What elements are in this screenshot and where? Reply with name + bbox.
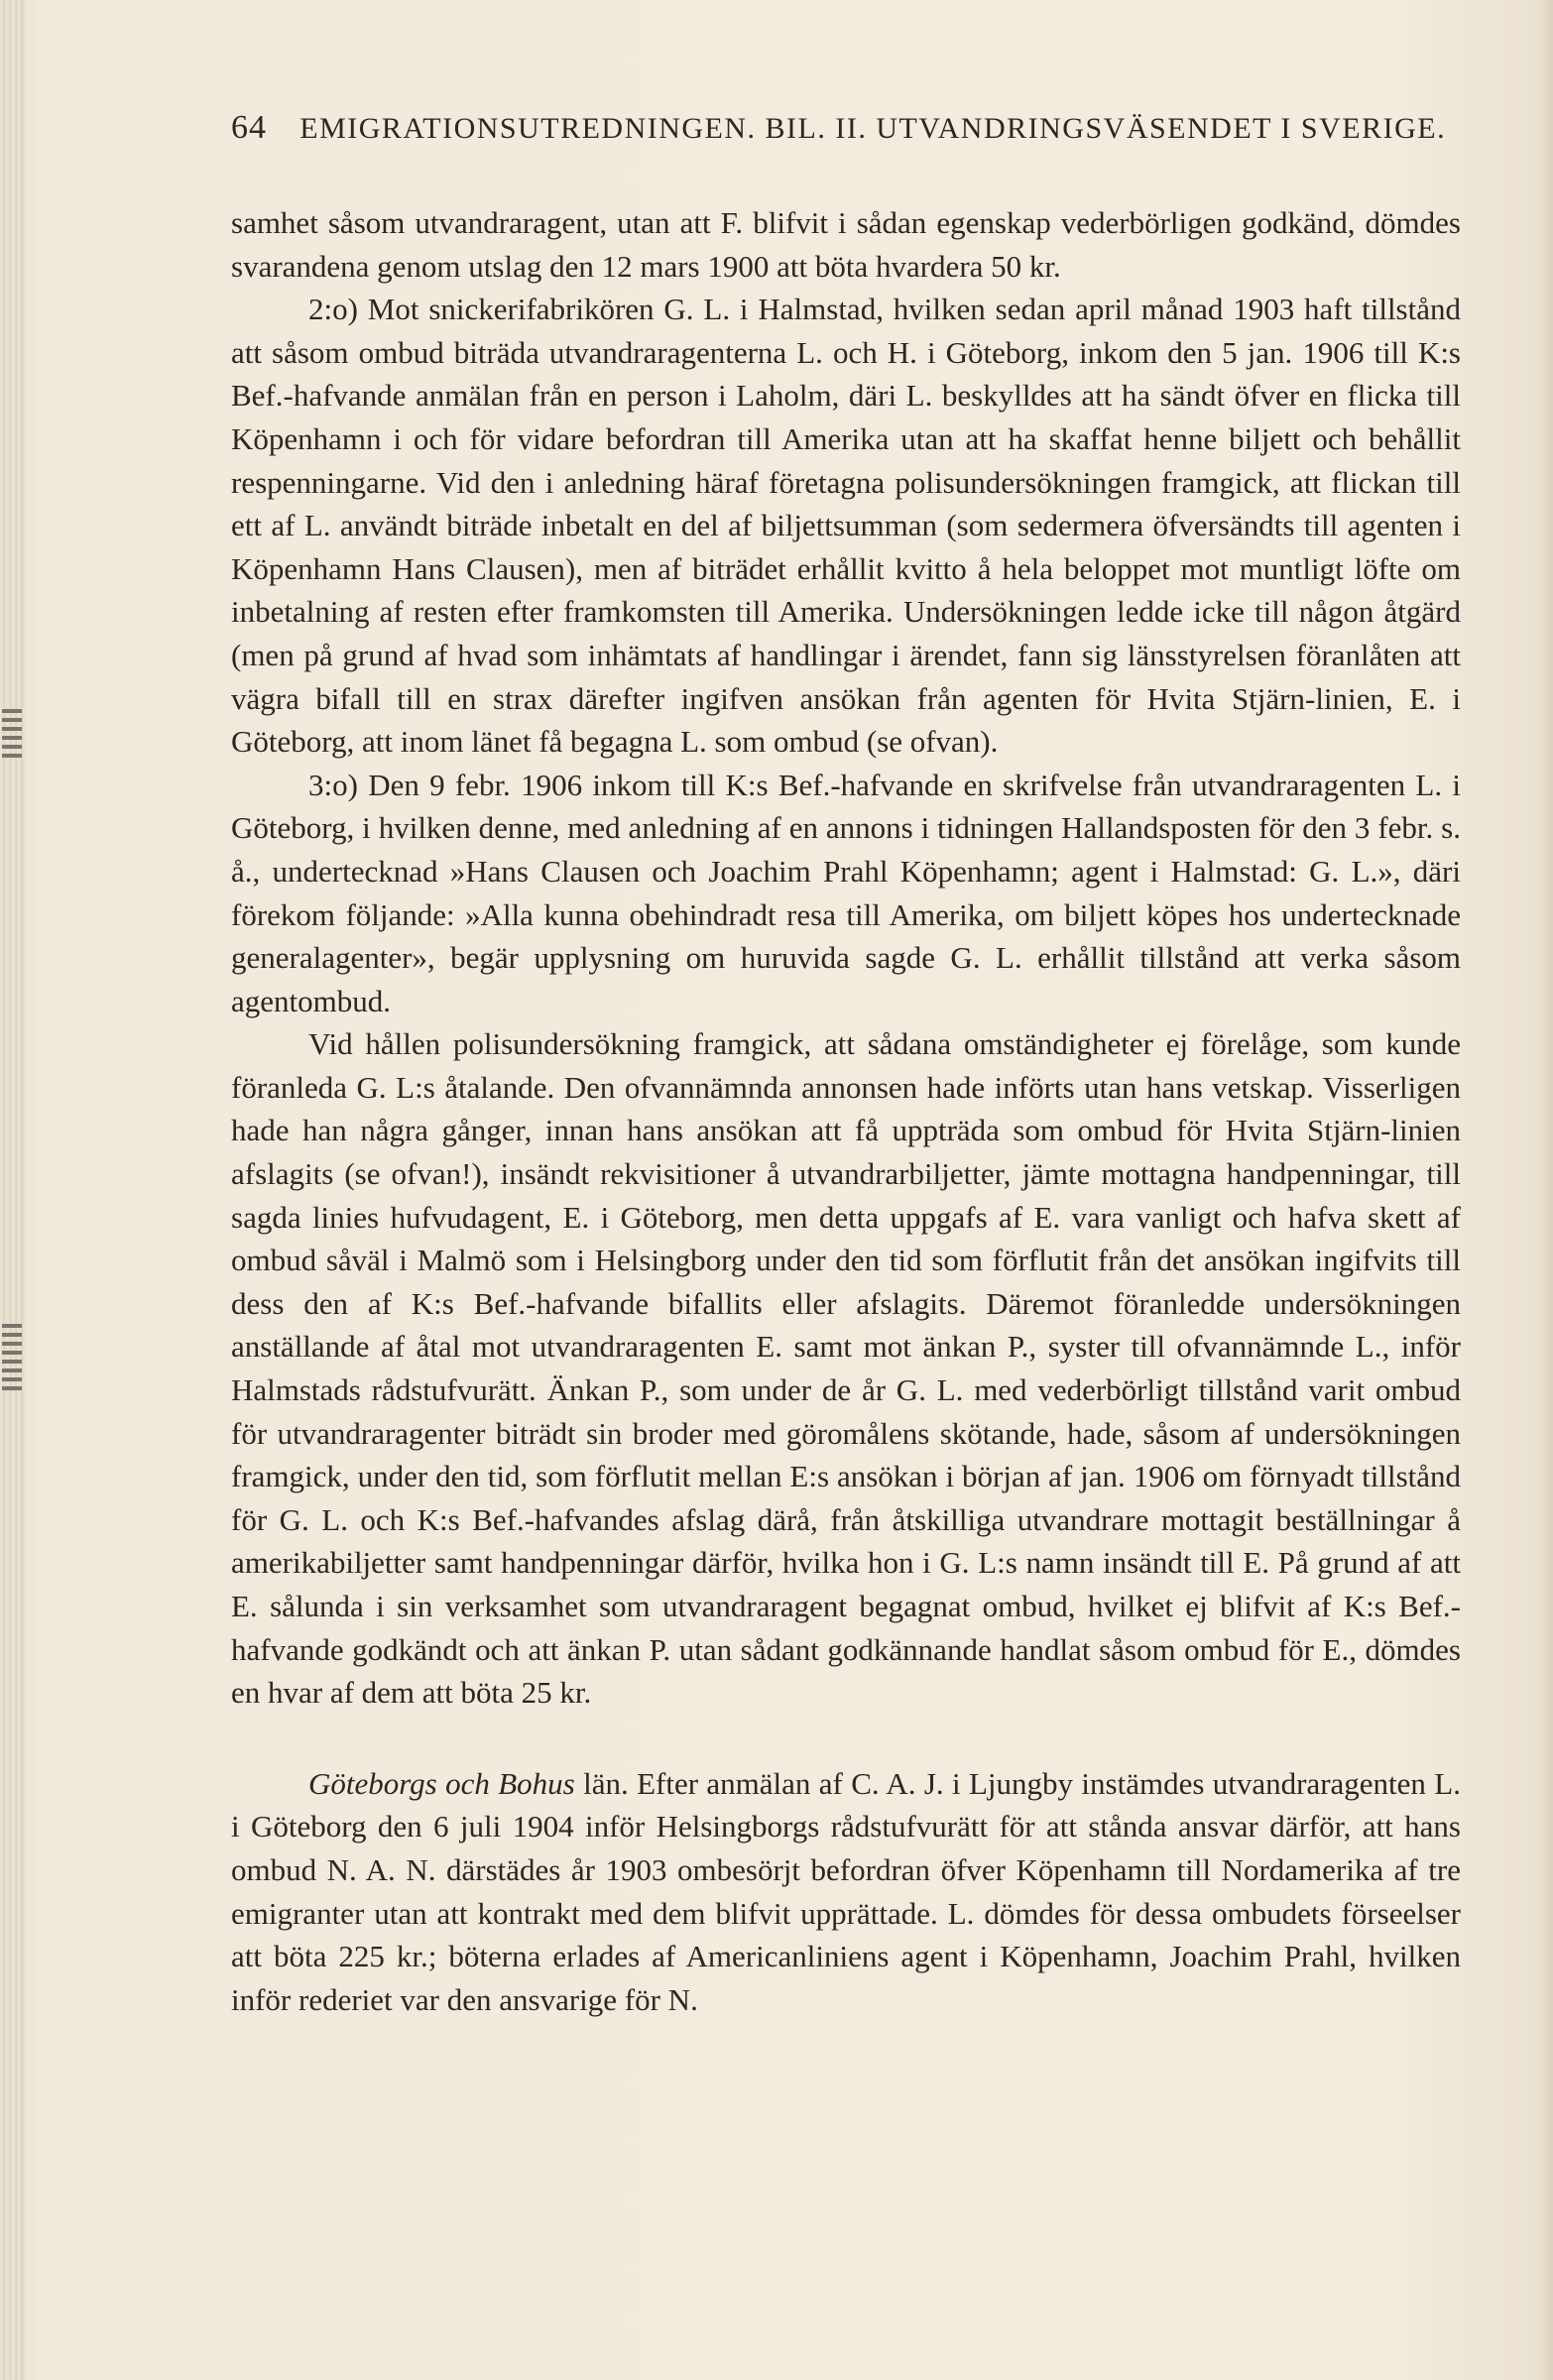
paragraph: samhet såsom utvandraragent, utan att F. blifvit i sådan egenskap vederbörligen godkänd, dömdes svarandena genom utslag den 12 mars 1900 att böta hvardera 50 kr. xyxy=(231,205,1461,284)
section-paragraph xyxy=(231,1762,1461,2022)
binding-gutter xyxy=(0,0,26,2380)
page-edge-shadow xyxy=(1539,0,1553,2380)
gutter-marks xyxy=(2,1319,22,1395)
paragraph: Vid hållen polisundersökning framgick, att sådana omständigheter ej förelåge, som kunde föranleda G. L:s åtalande. Den ofvannämnda annonsen hade införts utan hans vetskap. Visserligen hade han några gånger, innan hans ansökan att få uppträda som ombud för Hvita Stjärn-linien afslagits (se ofvan!), insändt rekvisitioner å utvandrarbiljetter, jämte mottagna handpenningar, till sagda linies hufvudagent, E. i Göteborg, men detta uppgafs af E. vara vanligt och hafva skett af ombud såväl i Malmö som i Helsingborg under den tid som förflutit från det ansökan ingifvits till dess den af K:s Bef.-hafvande bifallits eller afslagits. Däremot föranledde undersökningen anställande af åtal mot utvandraragenten E. samt mot änkan P., syster till ofvannämnde L., inför Halmstads rådstufvurätt. Änkan P., som under de år G. L. med vederbörligt tillstånd varit ombud för utvandraragenter biträdt sin broder med göromålens skötande, hade, såsom af undersökningen framgick, under den tid, som förflutit mellan E:s ansökan i början af jan. 1906 om förnyadt tillstånd för G. L. och K:s Bef.-hafvandes afslag därå, från åtskilliga utvandrare mottagit beställningar å amerikabiljetter samt handpenningar därför, hvilka hon i G. L:s namn insändt till E. På grund af att E. sålunda i sin verksamhet som utvandraragent begagnat ombud, hvilket ej blifvit af K:s Bef.-hafvande godkändt och att änkan P. utan sådant godkännande handlat såsom ombud för E., dömdes en hvar af dem att böta 25 kr. xyxy=(231,1026,1461,1711)
section-heading: Göteborgs och Bohus xyxy=(308,1765,575,1801)
section-heading-suffix: län. xyxy=(574,1765,638,1801)
section-gap xyxy=(231,1715,1461,1762)
running-title: EMIGRATIONSUTREDNINGEN. BIL. II. UTVANDRINGSVÄSENDET I SVERIGE. xyxy=(299,112,1447,145)
paragraph: 3:o) Den 9 febr. 1906 inkom till K:s Bef.-hafvande en skrifvelse från utvandraragenten L. i Göteborg, i hvilken denne, med anledning af en annons i tidningen Hallandsposten för den 3 febr. s. å., undertecknad »Hans Clausen och Joachim Prahl Köpenhamn; agent i Halmstad: G. L.», däri förekom följande: »Alla kunna obehindradt resa till Amerika, om biljett köpes hos undertecknade generalagenter», begär upplysning om huruvida sagde G. L. erhållit tillstånd att verka såsom agentombud. xyxy=(231,767,1461,1018)
paragraph: 2:o) Mot snickerifabrikören G. L. i Halmstad, hvilken sedan april månad 1903 haft tillstånd att såsom ombud biträda utvandraragenterna L. och H. i Göteborg, inkom den 5 jan. 1906 till K:s Bef.-hafvande anmälan från en person i Laholm, däri L. beskylldes att ha sändt öfver en flicka till Köpenhamn i och för vidare befordran till Amerika utan att ha skaffat henne biljett och behållit respenningarne. Vid den i anledning häraf företagna polisundersökningen framgick, att flickan till ett af L. användt biträde inbetalt en del af biljettsumman (som sedermera öfversändts till agenten i Köpenhamn Hans Clausen), men af biträdet erhållit kvitto å hela beloppet mot muntligt löfte om inbetalning af resten efter framkomsten till Amerika. Undersökningen ledde icke till någon åtgärd (men på grund af hvad som inhämtats af handlingar i ärendet, fann sig länsstyrelsen föranlåten att vägra bifall till en strax därefter ingifven ansökan från agenten för Hvita Stjärn-linien, E. i Göteborg, att inom länet få begagna L. som ombud (se ofvan). xyxy=(231,292,1461,760)
running-head xyxy=(231,95,1461,162)
gutter-marks xyxy=(2,704,22,763)
text-block xyxy=(231,95,1461,2021)
page-number: 64 xyxy=(231,109,267,146)
section-text: Efter anmälan af C. A. J. i Ljungby instämdes utvandraragenten L. i Göteborg den 6 juli 1904 inför Helsingborgs rådstufvurätt för att stånda ansvar därför, att hans ombud N. A. N. därstädes år 1903 ombesörjt befordran öfver Köpenhamn till Nordamerika af tre emigranter utan att kontrakt med dem blifvit upprättade. L. dömdes för dessa ombudets förseelser att böta 225 kr.; böterna erlades af Americanliniens agent i Köpenhamn, Joachim Prahl, hvilken inför rederiet var den ansvarige för N. xyxy=(231,1765,1461,2017)
